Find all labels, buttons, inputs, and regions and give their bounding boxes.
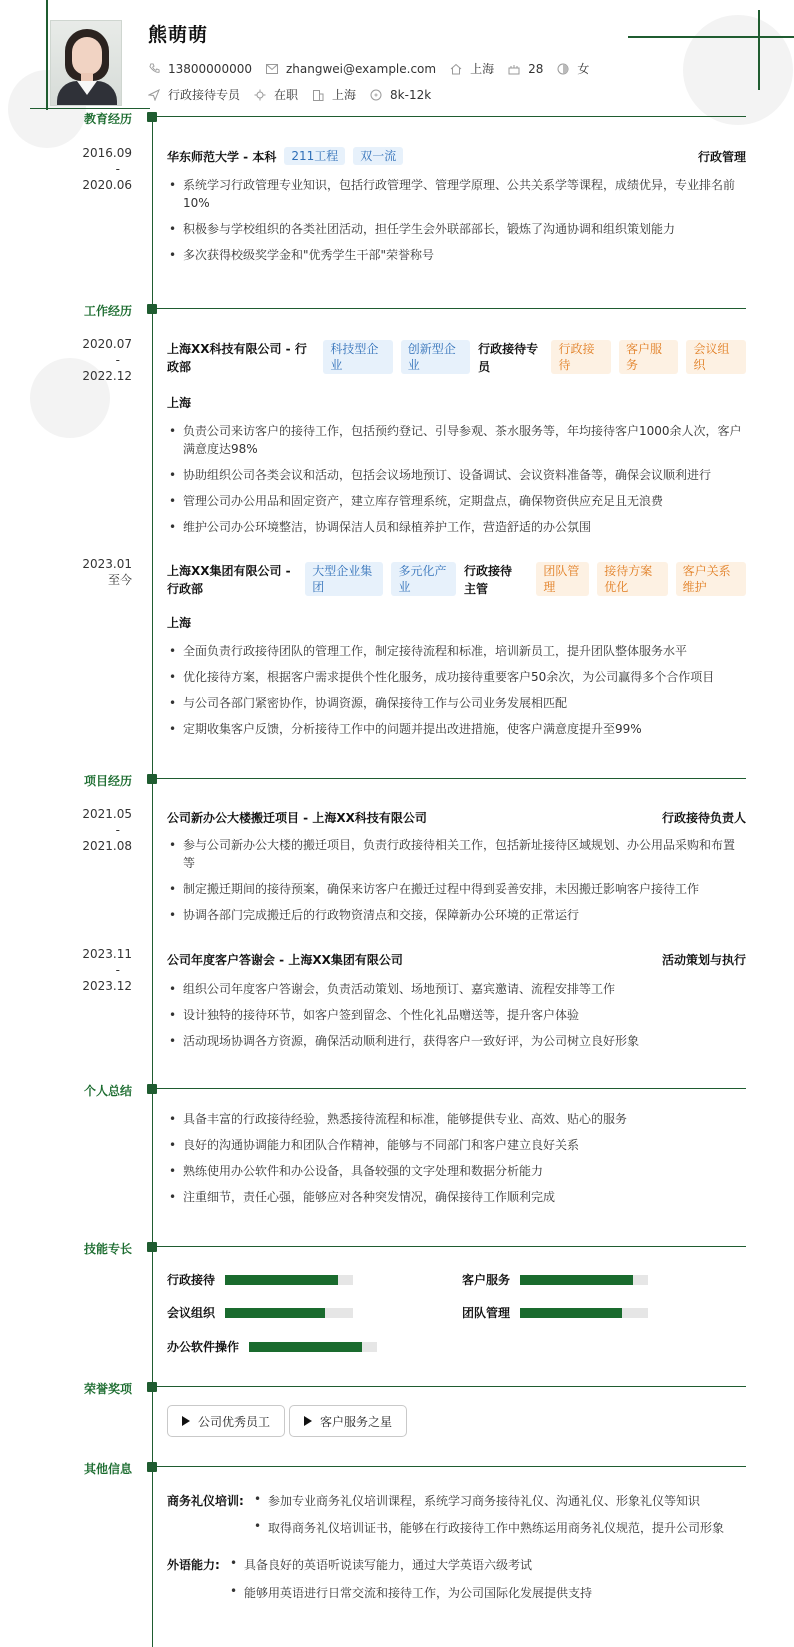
skill-item	[462, 1271, 648, 1288]
role-tag: 团队管理	[536, 562, 589, 596]
other-label: 外语能力:	[167, 1558, 220, 1572]
list-item: • 具备良好的英语听说读写能力，通过大学英语六级考试	[244, 1556, 532, 1573]
decor-line-left-vertical	[46, 0, 48, 110]
work-entry-header	[167, 562, 746, 598]
company-name: 上海XX集团有限公司 - 行政部	[167, 564, 291, 596]
candidate-name: 熊萌萌	[148, 24, 209, 46]
role-tag: 会议组织	[686, 340, 746, 374]
section-divider	[157, 1466, 746, 1467]
project-bullets	[167, 836, 746, 932]
decor-line-right-horizontal	[628, 36, 794, 38]
work-location: 上海	[167, 616, 192, 630]
project-entry-header	[167, 809, 746, 826]
award-badge	[289, 1405, 407, 1437]
list-item: • 协调各部门完成搬迁后的行政物资清点和交接，保障新办公环境的正常运行	[167, 906, 746, 924]
list-item: • 维护公司办公环境整洁，协调保洁人员和绿植养护工作，营造舒适的办公氛围	[167, 518, 746, 536]
list-item: • 取得商务礼仪培训证书，能够在行政接待工作中熟练运用商务礼仪规范，提升公司形象	[268, 1519, 724, 1536]
skill-name: 行政接待	[167, 1273, 216, 1287]
list-item: • 熟练使用办公软件和办公设备，具备较强的文字处理和数据分析能力	[167, 1162, 746, 1180]
role-tag: 客户服务	[619, 340, 679, 374]
section-marker	[147, 1382, 157, 1392]
skill-name: 办公软件操作	[167, 1340, 240, 1354]
other-label: 商务礼仪培训:	[167, 1494, 244, 1508]
summary-bullets	[167, 1110, 746, 1214]
status-icon	[254, 89, 266, 101]
list-item: • 制定搬迁期间的接待预案，确保来访客户在搬迁过程中得到妥善安排，未因搬迁影响客户接待工作	[167, 880, 746, 898]
section-marker	[147, 774, 157, 784]
list-item: • 多次获得校级奖学金和"优秀学生干部"荣誉称号	[167, 246, 746, 264]
role-tag: 行政接待	[551, 340, 611, 374]
section-divider	[157, 308, 746, 309]
section-marker	[147, 304, 157, 314]
section-divider	[157, 116, 746, 117]
work-date: 2023.01 至今	[82, 557, 132, 587]
work-location: 上海	[167, 396, 192, 410]
job-role: 行政接待主管	[464, 564, 513, 596]
role-tag: 接待方案优化	[597, 562, 667, 596]
age-icon	[508, 63, 520, 75]
company-name: 上海XX科技有限公司 - 行政部	[167, 342, 307, 374]
school-tag: 双一流	[353, 147, 403, 165]
section-marker	[147, 112, 157, 122]
age-value: 28	[528, 61, 544, 76]
project-entry-header	[167, 951, 746, 968]
work-bullets	[167, 422, 746, 544]
company-tag: 大型企业集团	[305, 562, 383, 596]
section-marker	[147, 1084, 157, 1094]
target-city-value: 上海	[332, 88, 357, 102]
list-item: • 具备丰富的行政接待经验，熟悉接待流程和标准，能够提供专业、高效、贴心的服务	[167, 1110, 746, 1128]
skill-bar-fill	[225, 1275, 338, 1285]
phone-icon	[148, 63, 160, 75]
section-marker	[147, 1242, 157, 1252]
skill-name: 客户服务	[462, 1273, 511, 1287]
major-name: 行政管理	[697, 150, 746, 164]
skill-item	[462, 1304, 648, 1321]
section-divider	[157, 1246, 746, 1247]
section-marker	[147, 1462, 157, 1472]
gender-icon	[557, 63, 569, 75]
job-intent-row	[148, 86, 445, 103]
school-name: 华东师范大学 - 本科	[167, 150, 277, 164]
skill-name: 团队管理	[462, 1306, 511, 1320]
list-item: • 积极参与学校组织的各类社团活动，担任学生会外联部部长，锻炼了沟通协调和组织策划能力	[167, 220, 746, 238]
avatar-photo	[50, 20, 122, 106]
list-item: • 设计独特的接待环节，如客户签到留念、个性化礼品赠送等，提升客户体验	[167, 1006, 746, 1024]
list-item: • 协助组织公司各类会议和活动，包括会议场地预订、设备调试、会议资料准备等，确保会议顺利进行	[167, 466, 746, 484]
company-tag: 多元化产业	[391, 562, 456, 596]
company-tag: 创新型企业	[401, 340, 470, 374]
project-date: 2021.05 - 2021.08	[82, 807, 132, 853]
city-value: 上海	[470, 62, 495, 76]
work-date: 2020.07 - 2022.12	[82, 337, 132, 383]
section-title-work: 工作经历	[83, 304, 132, 318]
play-icon	[304, 1416, 312, 1426]
list-item: • 参加专业商务礼仪培训课程，系统学习商务接待礼仪、沟通礼仪、形象礼仪等知识	[268, 1492, 700, 1509]
salary-icon	[370, 89, 382, 101]
list-item: • 与公司各部门紧密协作，协调资源，确保接待工作与公司业务发展相匹配	[167, 694, 746, 712]
section-title-projects: 项目经历	[83, 774, 132, 788]
decor-line-left-horizontal	[30, 108, 150, 109]
decor-circle-top-right	[683, 15, 793, 125]
award-badge	[167, 1405, 285, 1437]
target-job-value: 行政接待专员	[168, 88, 241, 102]
list-item: • 管理公司办公用品和固定资产，建立库存管理系统，定期盘点，确保物资供应充足且无浪费	[167, 492, 746, 510]
education-date: 2016.09 - 2020.06	[82, 146, 132, 192]
school-tag: 211工程	[284, 147, 345, 165]
skill-bar-fill	[520, 1308, 622, 1318]
list-item: • 优化接待方案，根据客户需求提供个性化服务，成功接待重要客户50余次，为公司赢得多个合作项目	[167, 668, 746, 686]
skill-bar-fill	[249, 1342, 362, 1352]
salary-value: 8k-12k	[390, 87, 432, 102]
email-value: zhangwei@example.com	[285, 61, 437, 76]
project-date: 2023.11 - 2023.12	[82, 947, 132, 993]
award-label: 客户服务之星	[320, 1414, 393, 1429]
project-title: 公司年度客户答谢会 - 上海XX集团有限公司	[167, 953, 403, 967]
section-title-other: 其他信息	[83, 1462, 132, 1476]
project-title: 公司新办公大楼搬迁项目 - 上海XX科技有限公司	[167, 811, 427, 825]
contact-row	[148, 60, 603, 77]
building-icon	[312, 89, 324, 101]
decor-line-right-vertical	[758, 10, 760, 90]
job-icon	[148, 89, 160, 101]
section-divider	[157, 1088, 746, 1089]
list-item: • 注重细节，责任心强，能够应对各种突发情况，确保接待工作顺利完成	[167, 1188, 746, 1206]
job-role: 行政接待专员	[478, 342, 539, 374]
section-title-skills: 技能专长	[83, 1242, 132, 1256]
education-bullets	[167, 176, 746, 272]
work-entry-header	[167, 340, 746, 376]
skill-bar	[225, 1308, 353, 1318]
section-divider	[157, 1386, 746, 1387]
email-icon	[266, 63, 278, 75]
section-divider	[157, 778, 746, 779]
list-item: • 良好的沟通协调能力和团队合作精神，能够与不同部门和客户建立良好关系	[167, 1136, 746, 1154]
timeline-line	[152, 112, 153, 1647]
skill-item	[167, 1304, 353, 1321]
list-item: • 活动现场协调各方资源，确保活动顺利进行，获得客户一致好评，为公司树立良好形象	[167, 1032, 746, 1050]
education-entry-header	[167, 148, 746, 165]
project-bullets	[167, 980, 746, 1058]
section-title-education: 教育经历	[83, 112, 132, 126]
status-value: 在职	[274, 88, 299, 102]
list-item: • 组织公司年度客户答谢会，负责活动策划、场地预订、嘉宾邀请、流程安排等工作	[167, 980, 746, 998]
list-item: • 负责公司来访客户的接待工作，包括预约登记、引导参观、茶水服务等，年均接待客户1000余人次，客户满意度达98%	[167, 422, 746, 458]
work-bullets	[167, 642, 746, 746]
list-item: • 系统学习行政管理专业知识，包括行政管理学、管理学原理、公共关系学等课程，成绩优异，专业排名前10%	[167, 176, 746, 212]
company-tag: 科技型企业	[323, 340, 392, 374]
award-label: 公司优秀员工	[198, 1414, 271, 1429]
skill-bar	[520, 1275, 648, 1285]
skill-bar	[249, 1342, 377, 1352]
list-item: • 全面负责行政接待团队的管理工作，制定接待流程和标准，培训新员工，提升团队整体服务水平	[167, 642, 746, 660]
list-item: • 能够用英语进行日常交流和接待工作，为公司国际化发展提供支持	[244, 1584, 592, 1601]
section-title-summary: 个人总结	[83, 1084, 132, 1098]
gender-value: 女	[577, 62, 590, 76]
skill-item	[167, 1271, 353, 1288]
skill-bar	[225, 1275, 353, 1285]
role-tag: 客户关系维护	[676, 562, 746, 596]
phone-value: 13800000000	[168, 61, 252, 76]
skill-bar-fill	[520, 1275, 633, 1285]
skill-item	[167, 1338, 377, 1355]
skill-bar	[520, 1308, 648, 1318]
section-title-awards: 荣誉奖项	[83, 1382, 132, 1396]
list-item: • 定期收集客户反馈，分析接待工作中的问题并提出改进措施，使客户满意度提升至99%	[167, 720, 746, 738]
project-role: 行政接待负责人	[661, 811, 746, 825]
skill-name: 会议组织	[167, 1306, 216, 1320]
play-icon	[182, 1416, 190, 1426]
project-role: 活动策划与执行	[661, 953, 746, 967]
list-item: • 参与公司新办公大楼的搬迁项目，负责行政接待相关工作，包括新址接待区域规划、办公用品采购和布置等	[167, 836, 746, 872]
skill-bar-fill	[225, 1308, 325, 1318]
home-icon	[450, 63, 462, 75]
